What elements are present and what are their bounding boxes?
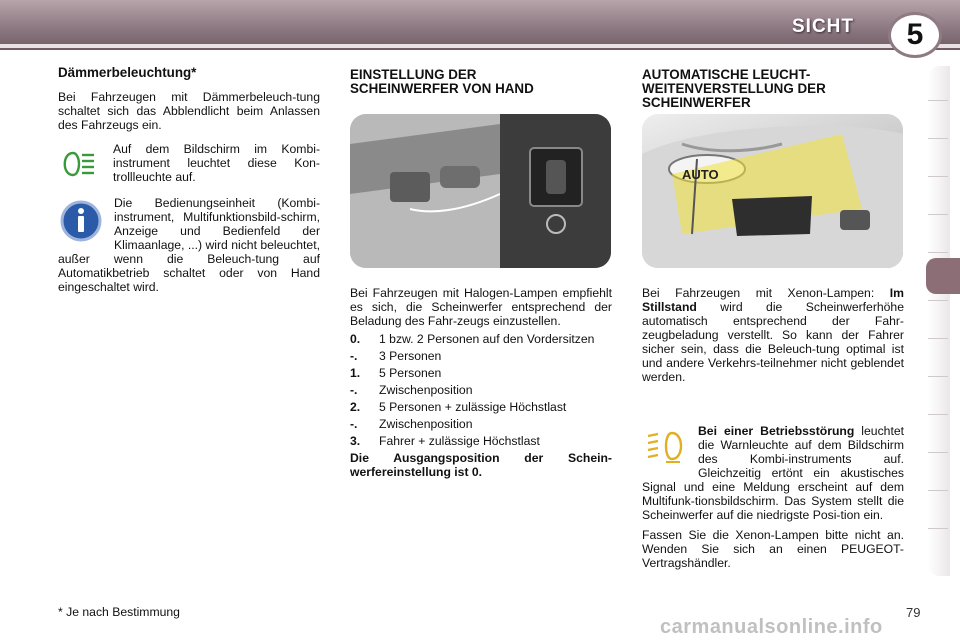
load-position-list [350,332,612,448]
list-item [350,332,612,346]
xenon-bold: Im Stillstand [642,286,904,314]
list-item [350,434,612,448]
headlamp-warning-icon [58,144,102,184]
chapter-number-badge: 5 [888,12,942,58]
list-item [350,383,612,397]
lamp-note-block [58,142,320,186]
chapter-tab-active[interactable] [926,258,960,294]
chapter-tab-divider [928,338,948,339]
chapter-tab-divider [928,300,948,301]
footnote: * Je nach Bestimmung [58,605,180,619]
section-title-automatic-adjustment [642,68,904,110]
chapter-tab-divider [928,528,948,529]
list-item-key: 1. [350,366,361,380]
section-title-daemmerbeleuchtung: Dämmerbeleuchtung* [58,65,197,80]
list-item [350,366,612,380]
right-column-body [642,286,904,570]
chapter-tab-divider [928,376,948,377]
xenon-paragraph [642,286,904,384]
chapter-tab-divider [928,490,948,491]
dashboard-illustration [350,114,611,268]
header-stripe [0,44,960,48]
auto-label: AUTO [682,167,719,182]
title-line: SCHEINWERFER VON HAND [350,81,534,96]
car-headlight-illustration [642,114,903,268]
halogen-intro-paragraph: Bei Fahrzeugen mit Halogen-Lampen empfiehlt es sich, die Scheinwerfer entsprechend der Beladung des Fahr-zeugs einzustellen. [350,286,612,328]
watermark: carmanualsonline.info [660,616,883,638]
chapter-tab-divider [928,452,948,453]
right-column [642,68,904,110]
list-item-value: Fahrer + zulässige Höchstlast [379,434,540,448]
intro-paragraph: Bei Fahrzeugen mit Dämmerbeleuch-tung schaltet sich das Abblendlicht beim Anlassen des Fahrzeugs ein. [58,90,320,132]
headlamp-fault-icon [644,426,688,466]
middle-column-body [350,286,612,479]
xenon-prefix: Bei Fahrzeugen mit Xenon-Lampen: [642,286,890,300]
list-item [350,349,612,363]
info-note-text: Die Bedienungseinheit (Kombi-instrument, Multifunktionsbild-schirm, Anzeige und Bedienfeld der Klimaanlage, ...) wird nicht beleuchtet, außer wenn die Beleuch-tung auf Automatikbetrieb schaltet oder von Hand eingeschaltet wird. [58,196,320,294]
car-front-photo [642,114,903,268]
title-line: SCHEINWERFER [642,95,751,110]
title-line: EINSTELLUNG DER [350,67,477,82]
list-item-value: Zwischenposition [379,383,473,397]
middle-column [350,68,612,96]
info-note-block [58,196,320,294]
initial-position-note: Die Ausgangsposition der Schein-werfereinstellung ist 0. [350,451,612,479]
list-item-key: 0. [350,332,361,346]
chapter-tab-divider [928,414,948,415]
list-item [350,400,612,414]
info-icon [58,198,104,244]
list-item-value: 3 Personen [379,349,442,363]
lamp-note-text: Auf dem Bildschirm im Kombi-instrument leuchtet diese Kon-trollleuchte auf. [113,142,320,184]
chapter-tab-divider [928,214,948,215]
chapter-tab-column [928,66,950,576]
list-item-value: 5 Personen [379,366,442,380]
chapter-tab-divider [928,176,948,177]
list-item-key: -. [350,349,358,363]
chapter-tab-divider [928,138,948,139]
chapter-title: SICHT [792,16,854,37]
title-line: WEITENVERSTELLUNG DER [642,81,826,96]
list-item-key: 3. [350,434,361,448]
headlamp-adjuster-photo [350,114,611,268]
list-item-value: Zwischenposition [379,417,473,431]
chapter-tab-divider [928,252,948,253]
list-item-key: -. [350,383,358,397]
fault-bold: Bei einer Betriebsstörung [698,424,855,438]
list-item-key: 2. [350,400,361,414]
xenon-rest: wird die Scheinwerferhöhe automatisch entsprechend der Fahr-zeugbeladung verstellt. So kann der Fahrer sicher sein, dass die Beleuch-tung optimal ist und andere Verkehrs-teilnehmer nicht geblendet werden. [642,300,904,384]
section-title-manual-adjustment [350,68,612,96]
list-item-value: 1 bzw. 2 Personen auf den Vordersitzen [379,332,595,346]
list-item-key: -. [350,417,358,431]
page-number: 79 [906,605,921,620]
title-line: AUTOMATISCHE LEUCHT- [642,67,811,82]
fault-note-block [642,424,904,522]
list-item [350,417,612,431]
list-item-value: 5 Personen + zulässige Höchstlast [379,400,567,414]
chapter-tab-divider [928,100,948,101]
left-column [58,66,320,294]
xenon-advice-paragraph: Fassen Sie die Xenon-Lampen bitte nicht an. Wenden Sie sich an einen PEUGEOT-Vertragshändler. [642,528,904,570]
fault-rest: leuchtet die Warnleuchte auf dem Bildschirm des Kombi-instruments auf. Gleichzeitig ertönt ein akustisches Signal und eine Meldung erscheint auf dem Multifunk-tionsbildschirm. Das System stellt die Scheinwerfer auf die niedrigste Posi-tion ein. [642,424,904,522]
